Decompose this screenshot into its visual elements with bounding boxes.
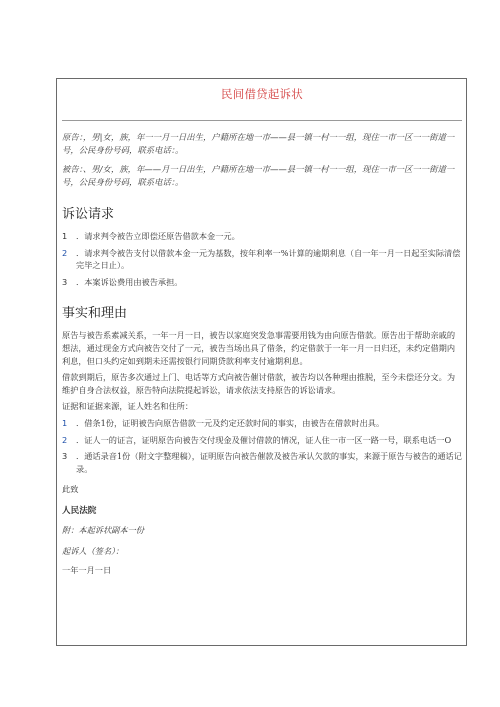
closing-court: 人民法院 xyxy=(62,505,97,516)
closing-salutation: 此致 xyxy=(62,484,79,495)
claim-text: ．请求判令被告支付以借款本金一元为基数，按年利率一%计算的逾期利息（自一年一月一日起至实际清偿完毕之日止）。 xyxy=(76,247,461,271)
facts-paragraph: 原告与被告系素减关系，一年一月一日，被告以家庭突发急事需要用钱为由向原告借款。原告出于帮助亲戚的想法，通过现金方式向被告交付了一元，被告当场出具了借条，约定借款于一年一月一日归还，未约定借期内利息，但口头约定如到期未还需按银行同期贷款利率支付逾期利息。 xyxy=(62,330,456,366)
claims-list xyxy=(62,230,462,288)
evidence-item xyxy=(62,434,462,447)
evidence-intro: 证据和证据来源，证人姓名和住所： xyxy=(62,401,194,412)
claim-text: ．本案诉讼费用由被告承担。 xyxy=(76,276,183,287)
closing-attachment: 附：本起诉状副本一份 xyxy=(62,524,144,535)
closing-date: 一年一月一日 xyxy=(62,565,112,576)
document-title: 民间借贷起诉状 xyxy=(221,87,303,101)
claim-number: 3 xyxy=(62,276,68,287)
evidence-text: ．借条1份，证明被告向原告借款一元及约定还款时间的事实，由被告在借款时出具。 xyxy=(76,417,385,428)
claim-number: 1 xyxy=(62,231,68,241)
evidence-list xyxy=(62,417,462,475)
facts-heading: 事实和理由 xyxy=(62,306,128,322)
evidence-item xyxy=(62,417,462,430)
claim-text: ．请求判令被告立即偿还原告借款本金一元。 xyxy=(76,231,240,241)
title-divider xyxy=(62,120,462,121)
evidence-number: 1 xyxy=(62,417,68,428)
evidence-text: ．通话录音1份（附文字整理稿），证明原告向被告催款及被告承认欠款的事实，来源于原告与被告的通话记录。 xyxy=(76,451,462,474)
claims-heading: 诉讼请求 xyxy=(62,207,115,222)
plaintiff-info: 原告：，男|女，族，年一一月一日出生，户籍所在地一市——县一镇一村一一组，现住一市一区一一街道一号，公民身份号码，联系电话：。 xyxy=(62,132,455,155)
evidence-item xyxy=(62,450,462,475)
claim-number: 2 xyxy=(62,247,68,258)
claim-item xyxy=(62,276,462,289)
document-content xyxy=(62,80,462,576)
evidence-number: 2 xyxy=(62,434,68,445)
evidence-number: 3 xyxy=(62,451,68,462)
closing-signature: 起诉人（签名）： xyxy=(62,545,124,556)
facts-paragraph: 借款到期后，原告多次通过上门、电话等方式向被告催讨借款，被告均以各种理由推脱，至今未偿还分文。为维护自身合法权益，原告特向法院提起诉讼，请求依法支持原告的诉讼请求。 xyxy=(62,372,456,395)
claim-item xyxy=(62,230,462,243)
evidence-text: ．证人一的证言，证明原告向被告交付现金及催讨借款的情况，证人住一市一区一路一号，联系电话一O xyxy=(76,434,452,445)
claim-item xyxy=(62,247,462,272)
defendant-info: 被告：、男/女，族，年——月一日出生，户籍所在地一市——县一镇一村一一组，现住一市一区一一街道一号，公民身份号码，联系电话：。 xyxy=(62,164,455,187)
